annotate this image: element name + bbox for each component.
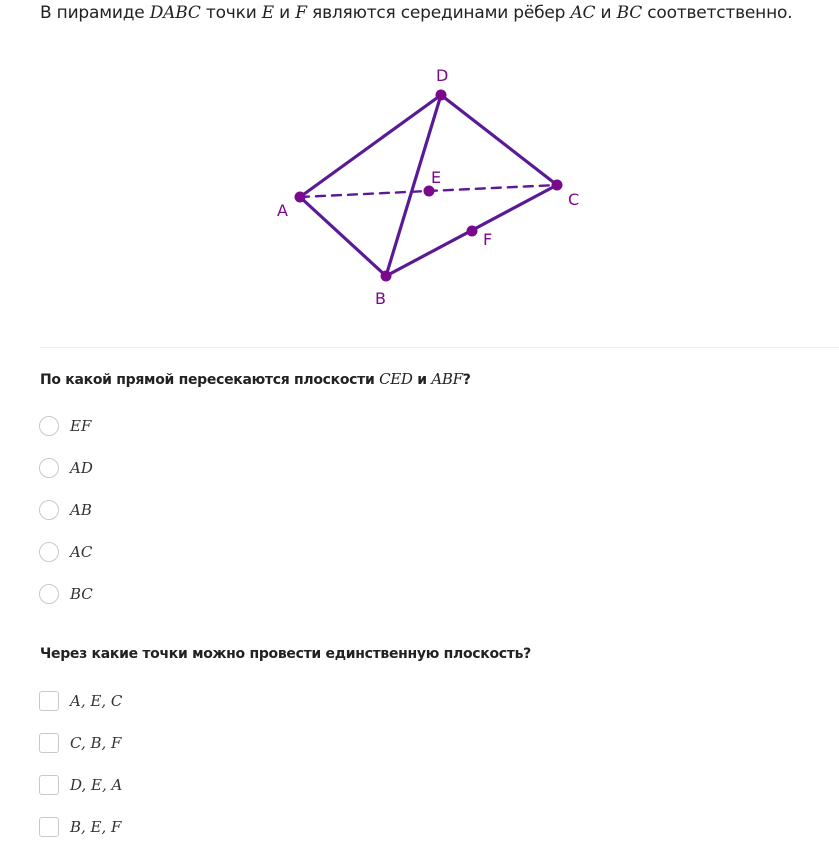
question-1-text: По какой прямой пересекаются плоскости	[40, 372, 380, 388]
vertex-d	[436, 90, 447, 101]
point-e-name: E	[261, 3, 274, 23]
pyramid-diagram	[0, 0, 839, 345]
radio-option-label: AC	[70, 543, 93, 561]
intro-text: В пирамиде	[40, 3, 150, 23]
vertex-c	[552, 180, 563, 191]
checkbox-option-label: D, E, A	[70, 776, 123, 794]
checkbox[interactable]	[39, 733, 59, 753]
checkbox-option-label: A, E, C	[70, 692, 123, 710]
edge-dc	[441, 95, 557, 185]
edge-ac-name: AC	[570, 3, 596, 23]
plane-ced: CED	[379, 370, 413, 388]
question-1-text: ?	[462, 372, 471, 388]
radio-button[interactable]	[39, 416, 59, 436]
edge-ab	[300, 197, 386, 276]
radio-button[interactable]	[39, 458, 59, 478]
radio-option-label: BC	[70, 585, 93, 603]
intro-text: соответственно.	[642, 3, 793, 23]
radio-button[interactable]	[39, 542, 59, 562]
radio-option[interactable]	[39, 414, 91, 438]
label-e: E	[431, 168, 442, 187]
checkbox-option[interactable]	[39, 773, 122, 797]
checkbox-option[interactable]	[39, 731, 121, 755]
checkbox-option[interactable]	[39, 815, 121, 839]
section-divider	[40, 347, 839, 348]
vertex-b	[381, 271, 392, 282]
radio-button[interactable]	[39, 584, 59, 604]
intro-text: точки	[200, 3, 262, 23]
radio-option[interactable]	[39, 498, 92, 522]
radio-option[interactable]	[39, 540, 92, 564]
radio-option[interactable]	[39, 456, 93, 480]
radio-option[interactable]	[39, 582, 93, 606]
checkbox-option[interactable]	[39, 689, 122, 713]
checkbox[interactable]	[39, 691, 59, 711]
radio-option-label: AB	[70, 501, 92, 519]
vertex-a	[295, 192, 306, 203]
label-d: D	[436, 66, 449, 85]
radio-option-label: EF	[70, 417, 92, 435]
checkbox[interactable]	[39, 775, 59, 795]
intro-text: являются серединами рёбер	[306, 3, 571, 23]
checkbox[interactable]	[39, 817, 59, 837]
question-1-text: и	[412, 372, 432, 388]
intro-text: и	[273, 3, 296, 23]
pyramid-name: DABC	[149, 3, 201, 23]
label-c: C	[568, 190, 580, 209]
point-f-name: F	[295, 3, 307, 23]
label-f: F	[483, 230, 493, 249]
label-a: A	[277, 201, 288, 220]
plane-abf: ABF	[431, 370, 463, 388]
question-2: Через какие точки можно провести единственную плоскость?	[40, 646, 531, 662]
edge-bc-name: BC	[616, 3, 643, 23]
point-e	[424, 186, 435, 197]
checkbox-option-label: C, B, F	[70, 734, 122, 752]
edge-da	[300, 95, 441, 197]
checkbox-option-label: B, E, F	[70, 818, 122, 836]
intro-text: и	[595, 3, 617, 23]
radio-button[interactable]	[39, 500, 59, 520]
point-f	[467, 226, 478, 237]
radio-option-label: AD	[70, 459, 93, 477]
question-1	[40, 370, 471, 389]
label-b: B	[375, 289, 386, 308]
